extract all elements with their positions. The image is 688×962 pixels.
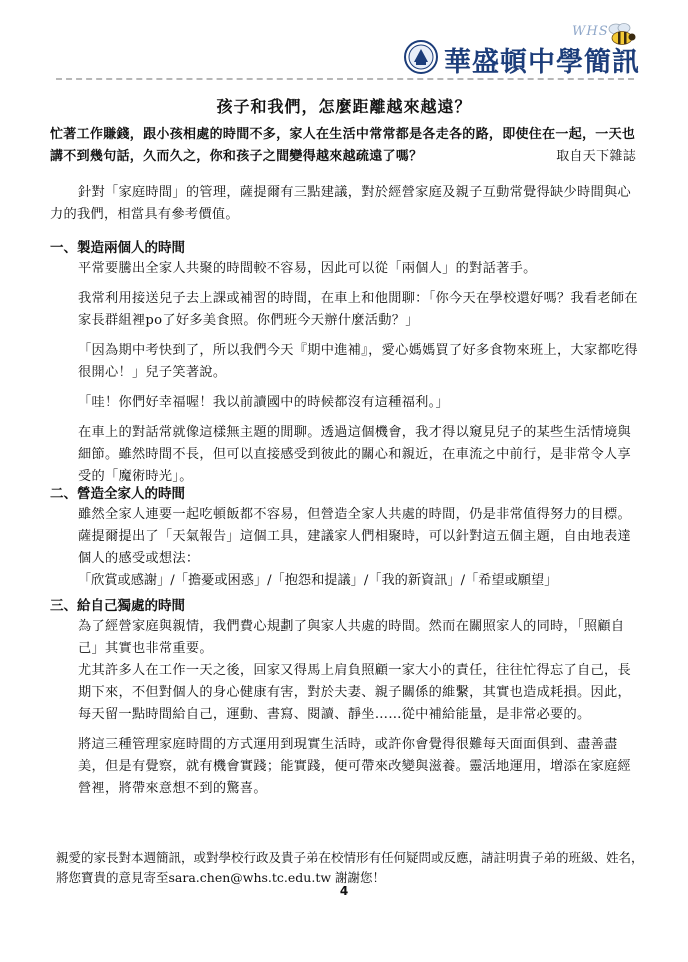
paragraph: 雖然全家人連要一起吃頓飯都不容易，但營造全家人共處的時間，仍是非常值得努力的目標。薩提爾提出了「天氣報告」這個工具，建議家人們相聚時，可以針對這五個主題，自由地表達個人的感受或想法： xyxy=(78,507,631,566)
paragraph: 「欣賞或感謝」/「擔憂或困惑」/「抱怨和提議」/「我的新資訊」/「希望或願望」 xyxy=(78,573,558,588)
paragraph: 平常要騰出全家人共聚的時間較不容易，因此可以從「兩個人」的對話著手。 xyxy=(78,261,537,276)
section-3-heading: 三、給自己獨處的時間 xyxy=(50,598,185,614)
lead-text: 針對「家庭時間」的管理，薩提爾有三點建議，對於經營家庭及親子互動常覺得缺少時間與心力的我們，相當具有參考價值。 xyxy=(50,185,631,222)
section-2-body xyxy=(78,504,640,592)
contact-notice: 親愛的家長對本週簡訊，或對學校行政及貴子弟在校情形有任何疑問或反應，請註明貴子弟的班級、姓名，將您寶貴的意見寄至sara.chen@whs.tc.edu.tw 謝謝您！ xyxy=(56,850,644,885)
paragraph: 將這三種管理家庭時間的方式運用到現實生活時，或許你會覺得很難每天面面俱到、盡善盡美，但是有覺察，就有機會實踐；能實踐，便可帶來改變與滋養。靈活地運用，增添在家庭經營裡，將帶來意想不到的驚喜。 xyxy=(78,737,631,796)
paragraph: 「哇！你們好幸福喔！我以前讀國中的時候都沒有這種福利。」 xyxy=(78,395,450,410)
brand-abbrev: WHS xyxy=(572,24,609,39)
section-1-heading: 一、製造兩個人的時間 xyxy=(50,240,185,256)
newsletter-brand: 華盛頓中學簡訊 xyxy=(444,47,640,78)
lead-paragraph xyxy=(50,182,640,226)
article-title: 孩子和我們，怎麼距離越來越遠？ xyxy=(216,97,472,116)
paragraph: 為了經營家庭與親情，我們費心規劃了與家人共處的時間。然而在關照家人的同時，「照顧自己」其實也非常重要。 xyxy=(78,619,625,656)
paragraph: 我常利用接送兒子去上課或補習的時間，在車上和他閒聊：「你今天在學校還好嗎？我看老師在家長群組裡po了好多美食照。你們班今天辦什麼活動？」 xyxy=(78,291,638,328)
paragraph: 在車上的對話常就像這樣無主題的閒聊。透過這個機會，我才得以窺見兒子的某些生活情境與細節。雖然時間不長，但可以直接感受到彼此的關心和親近，在車流之中前行，是非常令人享受的「魔術時光」。 xyxy=(78,425,631,484)
section-3-body xyxy=(78,616,640,800)
section-2-heading: 二、營造全家人的時間 xyxy=(50,486,185,502)
paragraph: 尤其許多人在工作一天之後，回家又得馬上肩負照顧一家大小的責任，往往忙得忘了自己，長期下來，不但對個人的身心健康有害，對於夫妻、親子關係的維繫，其實也造成耗損。因此，每天留一點時間給自己，運動、書寫、閱讀、靜坐……從中補給能量，是非常必要的。 xyxy=(78,663,631,722)
article-source: 取自天下雜誌 xyxy=(556,149,636,164)
section-1-body xyxy=(78,258,640,488)
article-intro xyxy=(50,124,640,168)
header-divider xyxy=(56,78,634,80)
school-seal-icon xyxy=(404,40,438,74)
page-number: 4 xyxy=(339,884,349,898)
intro-text: 忙著工作賺錢，跟小孩相處的時間不多，家人在生活中常常都是各走各的路，即使住在一起，一天也講不到幾句話，久而久之，你和孩子之間變得越來越疏遠了嗎？ xyxy=(50,127,636,164)
paragraph: 「因為期中考快到了，所以我們今天『期中進補』，愛心媽媽買了好多食物來班上，大家都吃得很開心！」兒子笑著說。 xyxy=(78,343,638,380)
